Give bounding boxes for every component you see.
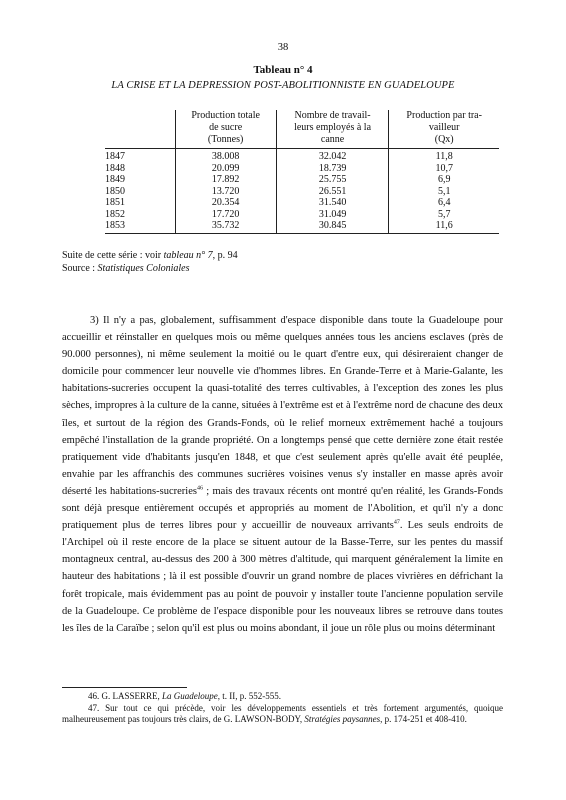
cell-per-worker: 5,7 (389, 209, 499, 221)
header-workers-line-3: canne (320, 134, 345, 145)
table-row (105, 220, 499, 233)
table-row (105, 174, 499, 186)
table-header-row (105, 110, 499, 149)
production-table (105, 110, 499, 234)
series-note (62, 250, 238, 263)
header-production (175, 110, 276, 149)
cell-per-worker: 10,7 (389, 163, 499, 175)
table-subtitle: LA CRISE ET LA DEPRESSION POST-ABOLITIONNISTE EN GUADELOUPE (111, 80, 455, 91)
footnote-47-suffix: , p. 174-251 et 408-410. (380, 714, 467, 725)
footnote-46 (62, 691, 503, 703)
table-row (105, 209, 499, 221)
source-note (62, 263, 238, 276)
header-year (105, 110, 175, 149)
cell-workers: 31.049 (276, 209, 389, 221)
series-note-suffix: , p. 94 (212, 250, 238, 261)
cell-year: 1853 (105, 220, 175, 233)
cell-workers: 30.845 (276, 220, 389, 233)
table-title: Tableau n° 4 (253, 64, 313, 76)
header-per-worker-line-2: vailleur (428, 122, 460, 133)
table-row (105, 186, 499, 198)
footnote-47-title: Stratégies paysannes (304, 714, 381, 725)
cell-production: 38.008 (175, 149, 276, 163)
footnotes (62, 691, 503, 726)
header-production-line-1: Production totale (191, 110, 260, 121)
page-number: 38 (277, 42, 289, 53)
series-note-ref: tableau n° 7 (163, 250, 213, 261)
table-row (105, 149, 499, 163)
footnote-46-title: La Guadeloupe (162, 691, 218, 701)
footnote-46-suffix: , t. II, p. 552-555. (217, 691, 282, 701)
cell-year: 1850 (105, 185, 125, 197)
cell-per-worker: 6,4 (389, 197, 499, 209)
cell-year: 1852 (105, 208, 125, 220)
cell-per-worker: 5,1 (389, 186, 499, 198)
cell-production: 13.720 (175, 186, 276, 198)
cell-production: 35.732 (175, 220, 276, 233)
cell-workers: 18.739 (276, 163, 389, 175)
header-per-worker-line-3: (Qx) (434, 134, 454, 145)
cell-workers: 26.551 (276, 186, 389, 198)
footnote-ref-46[interactable]: 46 (196, 485, 203, 492)
source-note-prefix: Source : (62, 262, 98, 274)
cell-per-worker: 11,6 (389, 220, 499, 233)
footnote-ref-47[interactable]: 47 (393, 519, 400, 526)
footnote-47-prefix: 47. Sur tout ce qui précède, voir les développements essentiels et très fortement argumentés, quoique malheureusement pas toujours très clairs, de G. LAWSON-BODY, (62, 702, 503, 725)
header-per-worker-line-1: Production par tra- (406, 110, 482, 121)
table-row (105, 163, 499, 175)
cell-workers: 32.042 (276, 149, 389, 163)
paragraph (62, 312, 503, 637)
cell-year: 1851 (105, 197, 125, 208)
cell-year: 1847 (105, 151, 125, 162)
body-text (62, 312, 503, 637)
paragraph-part-3: . Les seuls endroits de l'Archipel où il reste encore de la place se situent autour de la Basse-Terre, sur les pentes du massif montagneux central, au-dessus des 200 à 300 mètres d'altitude, qui marquent généralement la limite en hauteur des habitations ; là il est possible d'ouvrir un grand nombre de places vivrières en défrichant la forêt tropicale, mais évidemment pas au point de pouvoir y installer toute l'ancienne population servile de la Guadeloupe. Ce problème de l'espace disponible pour les nouveaux libres se retrouve dans toutes les îles de la Caraïbe ; selon qu'il est plus ou moins abondant, il joue un rôle plus ou moins déterminant (62, 520, 503, 634)
paragraph-part-1: 3) Il n'y a pas, globalement, suffisamment d'espace disponible dans toute la Guadeloupe pour accueillir et réinstaller en quelques mois ou même quelques années tous les anciens esclaves (près de 90.000 personnes), ni même seulement la moitié ou le quart d'entre eux, qui désireraient changer de domicile pour commencer leur nouvelle vie d'hommes libres. En Grande-Terre et à Marie-Galante, les habitations-sucreries occupent la quasi-totalité des terres cultivables, à l'exception des zones les plus sèches, impropres à la culture de la canne, situées à l'extrême est et à l'extrême nord de chacune des deux îles, et surtout de la région des Grands-Fonds, où le relief morneux extrêmement haché a toujours empêché l'installation de la grande propriété. On a longtemps pensé que cette dernière zone était restée pratiquement vide d'habitants jusqu'en 1848, et que c'est seulement après qu'elle avait été peuplée, envahie par les affranchis des communes sucrières voisines venus s'y installer en masse après avoir déserté les habitations-sucreries (62, 315, 503, 497)
header-per-worker (389, 110, 499, 149)
paragraph-part-2: ; mais des travaux récents ont montré qu'en réalité, les Grands-Fonds sont déjà presque entièrement occupés et appropriés au moment de l'Abolition, et qu'il n'y a donc pratiquement plus de terres libres pour y accueillir de nouveaux arrivants (62, 485, 503, 532)
cell-per-worker: 11,8 (389, 149, 499, 163)
cell-production: 17.892 (175, 174, 276, 186)
table-row (105, 197, 499, 209)
source-note-ref: Statistiques Coloniales (97, 262, 190, 274)
cell-per-worker: 6,9 (389, 174, 499, 186)
cell-production: 17.720 (175, 209, 276, 221)
cell-workers: 31.540 (276, 197, 389, 209)
series-note-prefix: Suite de cette série : voir (62, 250, 164, 261)
cell-workers: 25.755 (276, 174, 389, 186)
header-workers-line-1: Nombre de travail- (294, 110, 371, 121)
cell-year: 1849 (105, 174, 125, 185)
header-production-line-3: (Tonnes) (207, 134, 244, 145)
header-workers (276, 110, 389, 149)
header-workers-line-2: leurs employés à la (294, 122, 372, 133)
footnote-47 (62, 703, 503, 726)
header-production-line-2: de sucre (209, 122, 243, 133)
table-notes (62, 250, 238, 275)
cell-year: 1848 (105, 162, 125, 174)
footnote-46-prefix: 46. G. LASSERRE, (88, 691, 163, 701)
footnote-divider (62, 687, 187, 688)
cell-production: 20.099 (175, 163, 276, 175)
cell-production: 20.354 (175, 197, 276, 209)
